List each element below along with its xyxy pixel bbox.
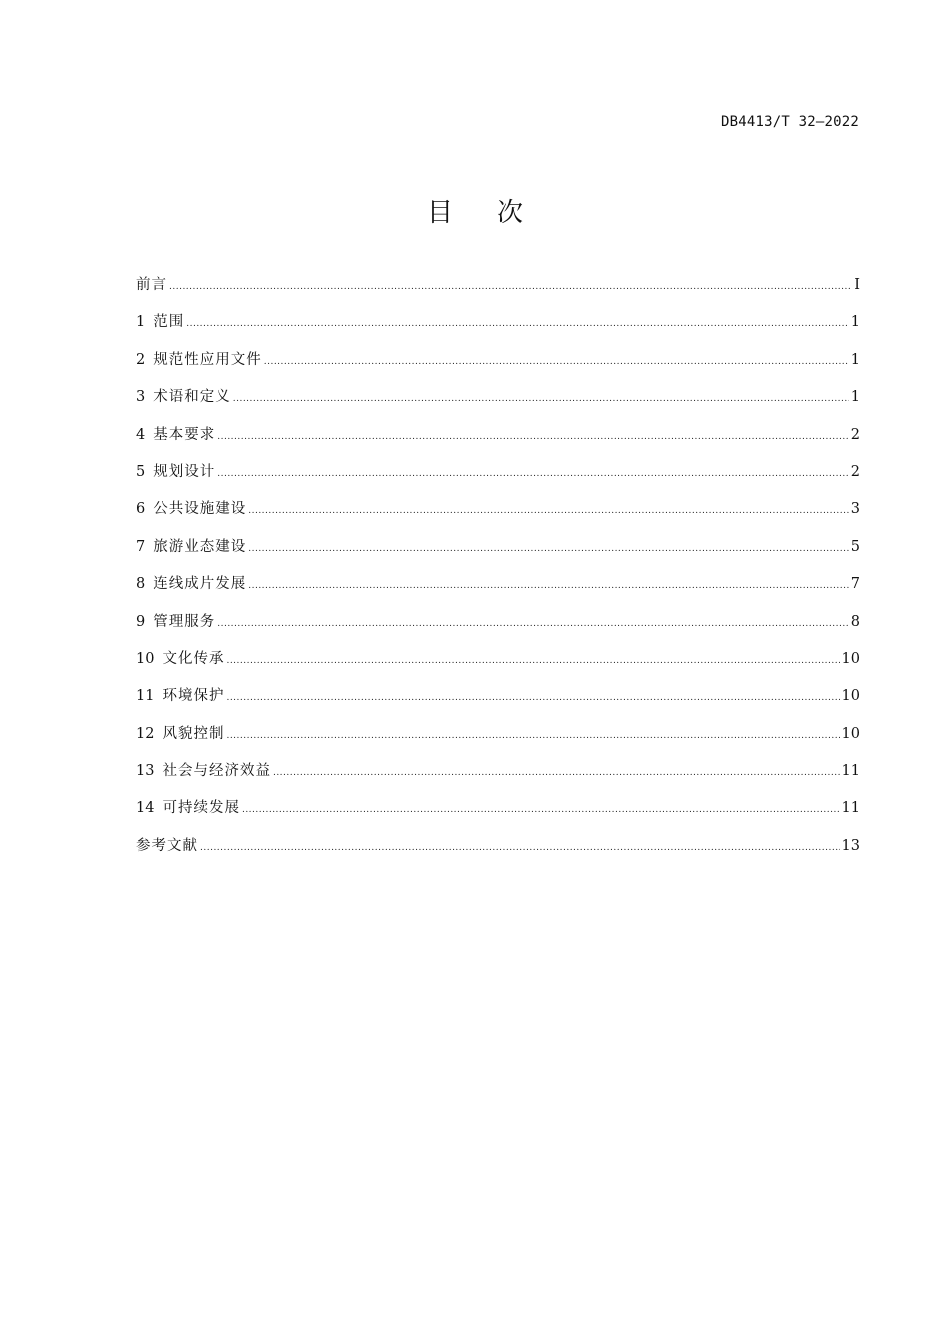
toc-entry-14[interactable] bbox=[136, 794, 860, 831]
toc-page-number: 11 bbox=[841, 800, 860, 817]
toc-page-number: 10 bbox=[841, 725, 860, 742]
toc-entry-number: 13 bbox=[136, 763, 155, 780]
toc-leader-dots bbox=[226, 722, 839, 750]
toc-entry-10[interactable] bbox=[136, 645, 860, 682]
toc-entry-9[interactable] bbox=[136, 608, 860, 645]
toc-entry-number: 3 bbox=[136, 389, 146, 406]
toc-page-number: 13 bbox=[841, 837, 860, 854]
toc-leader-dots bbox=[248, 497, 849, 525]
toc-entry-references[interactable] bbox=[136, 832, 860, 869]
toc-page-number: 5 bbox=[850, 538, 860, 555]
toc-entry-13[interactable] bbox=[136, 757, 860, 794]
toc-entry-number: 14 bbox=[136, 800, 155, 817]
toc-entry-label: 基本要求 bbox=[153, 426, 216, 443]
document-code: DB4413/T 32—2022 bbox=[720, 114, 859, 130]
toc-page-number: 2 bbox=[850, 463, 860, 480]
toc-entry-number: 10 bbox=[136, 650, 155, 667]
toc-page-number: 10 bbox=[841, 650, 860, 667]
toc-page-number: 10 bbox=[841, 688, 860, 705]
toc-leader-dots bbox=[273, 759, 840, 787]
toc-entry-12[interactable] bbox=[136, 720, 860, 757]
toc-leader-dots bbox=[233, 385, 849, 413]
toc-leader-dots bbox=[217, 610, 849, 638]
toc-entry-2[interactable] bbox=[136, 346, 860, 383]
toc-entry-label: 文化传承 bbox=[162, 650, 225, 667]
toc-entry-1[interactable] bbox=[136, 308, 860, 345]
toc-page-number: 1 bbox=[850, 314, 860, 331]
toc-leader-dots bbox=[217, 460, 849, 488]
toc-entry-label: 范围 bbox=[153, 314, 185, 331]
toc-entry-label: 社会与经济效益 bbox=[162, 763, 271, 780]
toc-entry-number: 5 bbox=[136, 463, 146, 480]
toc-page-number: 11 bbox=[841, 763, 860, 780]
toc-leader-dots bbox=[226, 684, 839, 712]
toc-page-number: I bbox=[854, 277, 860, 293]
toc-leader-dots bbox=[217, 423, 849, 451]
toc-leader-dots bbox=[248, 535, 849, 563]
toc-entry-5[interactable] bbox=[136, 458, 860, 495]
toc-leader-dots bbox=[226, 647, 839, 675]
toc-leader-dots bbox=[264, 348, 849, 376]
toc-entry-number: 9 bbox=[136, 613, 146, 630]
page-title bbox=[0, 192, 950, 229]
toc-entry-6[interactable] bbox=[136, 495, 860, 532]
toc-entry-number: 12 bbox=[136, 725, 155, 742]
toc-entry-label: 术语和定义 bbox=[153, 389, 231, 406]
title-char-left: 目 bbox=[426, 198, 453, 228]
toc-page-number: 7 bbox=[850, 576, 860, 593]
toc-entry-number: 4 bbox=[136, 426, 146, 443]
toc-entry-label: 公共设施建设 bbox=[153, 501, 247, 518]
toc-entry-foreword[interactable] bbox=[136, 271, 860, 308]
toc-entry-number: 6 bbox=[136, 501, 146, 518]
toc-entry-label: 风貌控制 bbox=[162, 725, 225, 742]
toc-entry-4[interactable] bbox=[136, 421, 860, 458]
toc-entry-label: 旅游业态建设 bbox=[153, 538, 247, 555]
toc-page-number: 1 bbox=[850, 389, 860, 406]
toc-entry-label: 规划设计 bbox=[153, 463, 216, 480]
toc-page-number: 3 bbox=[850, 501, 860, 518]
toc-entry-number: 11 bbox=[136, 688, 155, 705]
toc-page-number: 8 bbox=[850, 613, 860, 630]
toc-leader-dots bbox=[248, 572, 849, 600]
toc-entry-label: 管理服务 bbox=[153, 613, 216, 630]
toc-page-number: 1 bbox=[850, 351, 860, 368]
table-of-contents bbox=[136, 271, 860, 869]
toc-entry-label: 连线成片发展 bbox=[153, 576, 247, 593]
toc-leader-dots bbox=[200, 834, 840, 862]
toc-entry-number: 2 bbox=[136, 351, 146, 368]
toc-page-number: 2 bbox=[850, 426, 860, 443]
toc-leader-dots bbox=[242, 796, 840, 824]
toc-entry-label: 参考文献 bbox=[136, 837, 198, 854]
toc-entry-number: 7 bbox=[136, 538, 146, 555]
toc-entry-7[interactable] bbox=[136, 533, 860, 570]
toc-entry-label: 环境保护 bbox=[162, 688, 225, 705]
toc-entry-number: 1 bbox=[136, 314, 146, 331]
toc-entry-label: 可持续发展 bbox=[162, 800, 240, 817]
toc-entry-number: 8 bbox=[136, 576, 146, 593]
toc-leader-dots bbox=[169, 273, 852, 301]
toc-entry-8[interactable] bbox=[136, 570, 860, 607]
toc-entry-11[interactable] bbox=[136, 682, 860, 719]
toc-entry-label: 前言 bbox=[136, 277, 167, 293]
toc-entry-label: 规范性应用文件 bbox=[153, 351, 262, 368]
title-char-right: 次 bbox=[497, 198, 524, 228]
toc-leader-dots bbox=[186, 310, 849, 338]
toc-entry-3[interactable] bbox=[136, 383, 860, 420]
